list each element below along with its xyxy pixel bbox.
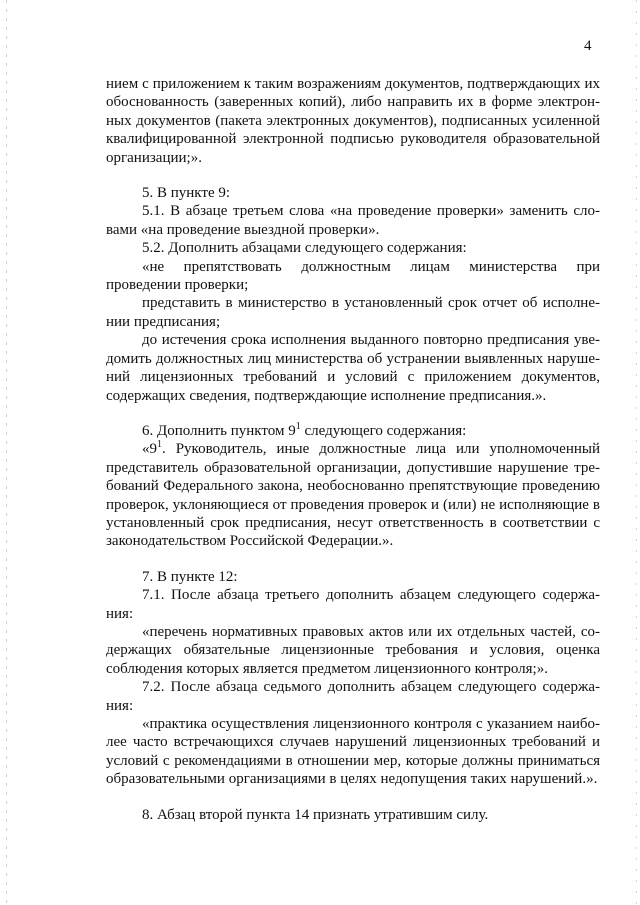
paragraph-item-5: 5. В пункте 9: [142,185,231,202]
paragraph-item-7-1: 7.1. После абзаца третьего дополнить абзацем следующего содержания: [106,587,600,622]
paragraph-quote-9-1 [106,440,600,550]
paragraph-item-8: 8. Абзац второй пункта 14 признать утратившим силу. [142,806,489,823]
item-6-superscript: 1 [295,420,301,432]
paragraph-item-5-2: 5.2. Дополнить абзацами следующего содержания: [142,240,467,257]
paragraph-item-7-2: 7.2. После абзаца седьмого дополнить абзацем следующего содержания: [106,679,600,714]
quote-9-1-text-before: «9 [142,441,157,458]
quote-9-1-text-after: . Руководитель, иные должностные лица или уполномоченный представитель образовательной организации, допустившие нарушение требований Федерального закона, необоснованно препятствующие проведению проверок, уклоняющиеся от проведения проверок и (или) не исполняющие в установленный срок предписания, несут ответственность в соответствии с законодательством Российской Федерации.». [106,441,600,550]
document-body [106,75,600,824]
quote-9-1-superscript: 1 [157,439,162,451]
page-number: 4 [584,38,592,54]
paragraph-item-7: 7. В пункте 12: [142,568,238,585]
paragraph-item-6 [106,422,600,440]
item-6-text-after: следующего содержания: [300,422,467,439]
paragraph-quote-practice: «практика осуществления лицензионного контроля с указанием наиболее часто встречающихся случаев нарушений лицензионных требований и условий с рекомендациями в отношении мер, которые должны приниматься образовательными организациями в целях недопущения таких нарушений.». [106,716,600,788]
scan-edge-left [6,0,7,905]
paragraph-quote-not-obstruct: «не препятствовать должностным лицам министерства при проведении проверки; [106,258,600,294]
scan-edge-right [636,0,637,905]
paragraph-quote-notify: до истечения срока исполнения выданного повторно предписания уведомить должностных лиц министерства об устранении выявленных нарушений лицензионных требований и условий с приложением документов, содержащих сведения, подтверждающие исполнение предписания.». [106,332,600,404]
paragraph-quote-report: представить в министерство в установленный срок отчет об исполнении предписания; [106,295,600,330]
paragraph-continuation: нием с приложением к таким возражениям документов, подтверждающих их обоснованность (заверенных копий), либо направить их в форме электронных документов (пакета электронных документов), подписанных усиленной квалифицированной электронной подписью руководителя образовательной организации;». [106,76,600,166]
paragraph-item-5-1: 5.1. В абзаце третьем слова «на проведение проверки» заменить словами «на проведение выездной проверки». [106,203,600,238]
paragraph-quote-normative-acts: «перечень нормативных правовых актов или их отдельных частей, содержащих обязательные лицензионные требования и условия, оценка соблюдения которых является предметом лицензионного контроля;». [106,623,600,677]
item-6-text-before: 6. Дополнить пунктом 9 [142,422,296,439]
